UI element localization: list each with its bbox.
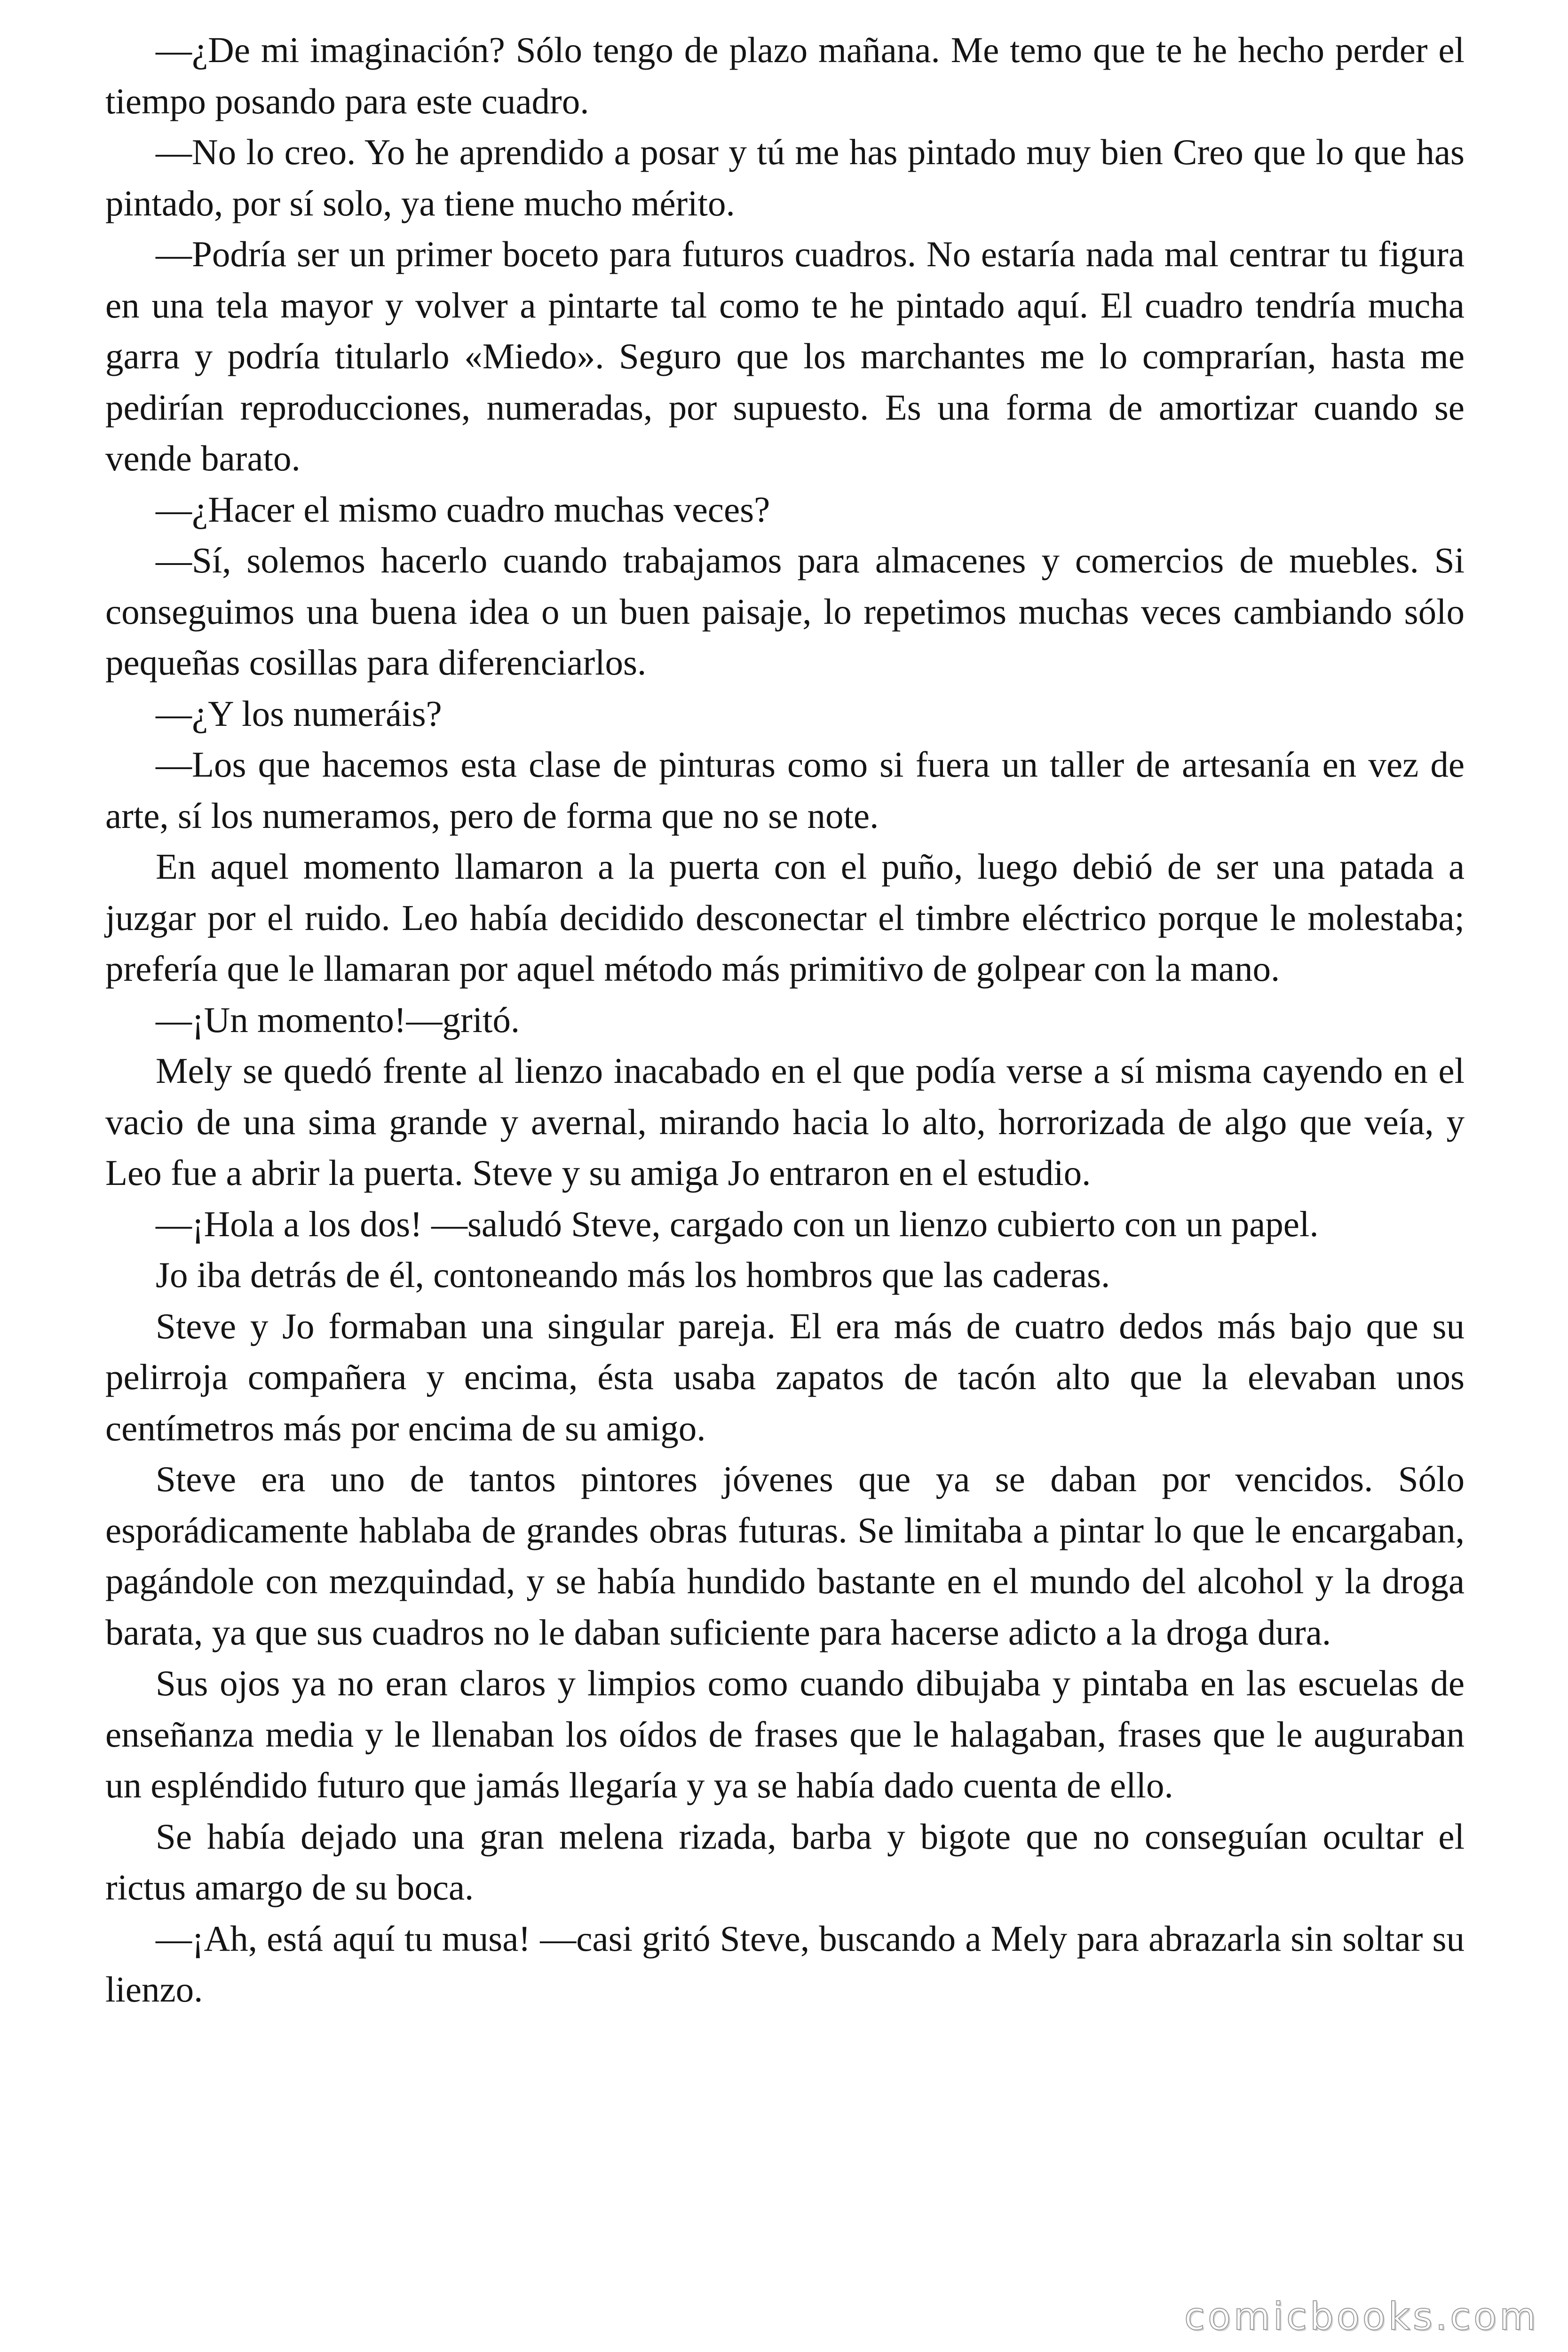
paragraph: En aquel momento llamaron a la puerta con el puño, luego debió de ser una patada a juzgar por el ruido. Leo había decidido desconectar el timbre eléctrico porque le molestaba; prefería que le llamaran por aquel método más primitivo de golpear con la mano. <box>105 846 1465 989</box>
paragraph: —¡Un momento!—gritó. <box>156 999 520 1040</box>
paragraph: —¿Y los numeráis? <box>156 693 442 734</box>
paragraph: Steve era uno de tantos pintores jóvenes que ya se daban por vencidos. Sólo esporádicamente hablaba de grandes obras futuras. Se limitaba a pintar lo que le encargaban, pagándole con mezquindad, y se había hundido bastante en el mundo del alcohol y la droga barata, ya que sus cuadros no le daban suficiente para hacerse adicto a la droga dura. <box>105 1459 1465 1653</box>
paragraph: —¿De mi imaginación? Sólo tengo de plazo mañana. Me temo que te he hecho perder el tiempo posando para este cuadro. <box>105 30 1465 121</box>
paragraph: —¿Hacer el mismo cuadro muchas veces? <box>156 489 770 530</box>
paragraph: —¡Ah, está aquí tu musa! —casi gritó Steve, buscando a Mely para abrazarla sin soltar su lienzo. <box>105 1918 1465 2010</box>
paragraph: —Los que hacemos esta clase de pinturas como si fuera un taller de artesanía en vez de arte, sí los numeramos, pero de forma que no se note. <box>105 744 1465 836</box>
paragraph: —Sí, solemos hacerlo cuando trabajamos para almacenes y comercios de muebles. Si conseguimos una buena idea o un buen paisaje, lo repetimos muchas veces cambiando sólo pequeñas cosillas para diferenciarlos. <box>105 540 1465 683</box>
book-page-text <box>105 24 1465 2015</box>
paragraph: Mely se quedó frente al lienzo inacabado en el que podía verse a sí misma cayendo en el vacio de una sima grande y avernal, mirando hacia lo alto, horrorizada de algo que veía, y Leo fue a abrir la puerta. Steve y su amiga Jo entraron en el estudio. <box>105 1050 1465 1193</box>
paragraph: Sus ojos ya no eran claros y limpios como cuando dibujaba y pintaba en las escuelas de enseñanza media y le llenaban los oídos de frases que le halagaban, frases que le auguraban un espléndido futuro que jamás llegaría y ya se había dado cuenta de ello. <box>105 1663 1465 1805</box>
paragraph: —¡Hola a los dos! —saludó Steve, cargado con un lienzo cubierto con un papel. <box>156 1203 1319 1244</box>
paragraph: Se había dejado una gran melena rizada, barba y bigote que no conseguían ocultar el rictus amargo de su boca. <box>105 1816 1465 1907</box>
paragraph: Steve y Jo formaban una singular pareja. El era más de cuatro dedos más bajo que su pelirroja compañera y encima, ésta usaba zapatos de tacón alto que la elevaban unos centímetros más por encima de su amigo. <box>105 1305 1465 1448</box>
paragraph: —Podría ser un primer boceto para futuros cuadros. No estaría nada mal centrar tu figura en una tela mayor y volver a pintarte tal como te he pintado aquí. El cuadro tendría mucha garra y podría titularlo «Miedo». Seguro que los marchantes me lo comprarían, hasta me pedirían reproducciones, numeradas, por supuesto. Es una forma de amortizar cuando se vende barato. <box>105 234 1465 478</box>
watermark-logo: comicbooks.com <box>1184 2295 1539 2338</box>
paragraph: Jo iba detrás de él, contoneando más los hombros que las caderas. <box>156 1255 1110 1295</box>
paragraph: —No lo creo. Yo he aprendido a posar y tú me has pintado muy bien Creo que lo que has pintado, por sí solo, ya tiene mucho mérito. <box>105 132 1465 223</box>
